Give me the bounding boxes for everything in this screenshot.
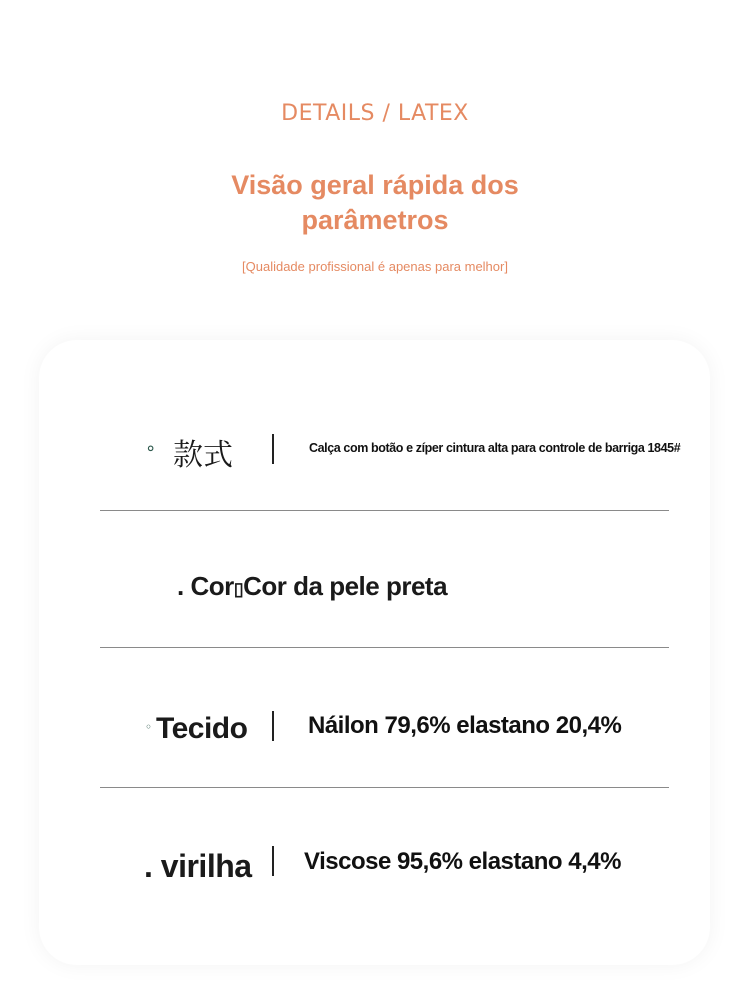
page-subtitle: [Qualidade profissional é apenas para melhor] — [242, 259, 508, 274]
header-kicker: DETAILS / LATEX — [281, 101, 469, 126]
row-color-value: Cor da pele preta — [243, 571, 448, 601]
row-crotch — [39, 788, 710, 965]
row-color — [39, 511, 710, 647]
missing-glyph-icon: ▯ — [233, 579, 244, 599]
row-fabric-value: Náilon 79,6% elastano 20,4% — [308, 712, 622, 739]
title-line-1: Visão geral rápida dos — [231, 170, 519, 200]
row-color-label — [177, 571, 447, 602]
row-style-separator — [272, 434, 274, 464]
row-crotch-label: . virilha — [144, 848, 252, 884]
row-crotch-separator — [272, 846, 274, 876]
bullet-icon: ◦ — [145, 720, 153, 734]
row-style-label: 款式 — [173, 438, 233, 473]
page-title — [0, 168, 750, 238]
row-fabric-separator — [272, 711, 274, 741]
row-style — [39, 340, 710, 510]
row-fabric — [39, 648, 710, 787]
row-color-prefix: . Cor — [177, 571, 234, 601]
bullet-icon: ∘ — [145, 438, 157, 459]
row-style-value: Calça com botão e zíper cintura alta para controle de barriga 1845# — [309, 441, 681, 455]
parameter-card — [39, 340, 710, 965]
row-fabric-label: Tecido — [156, 712, 248, 745]
title-line-2: parâmetros — [301, 205, 449, 235]
row-crotch-value: Viscose 95,6% elastano 4,4% — [304, 848, 621, 875]
